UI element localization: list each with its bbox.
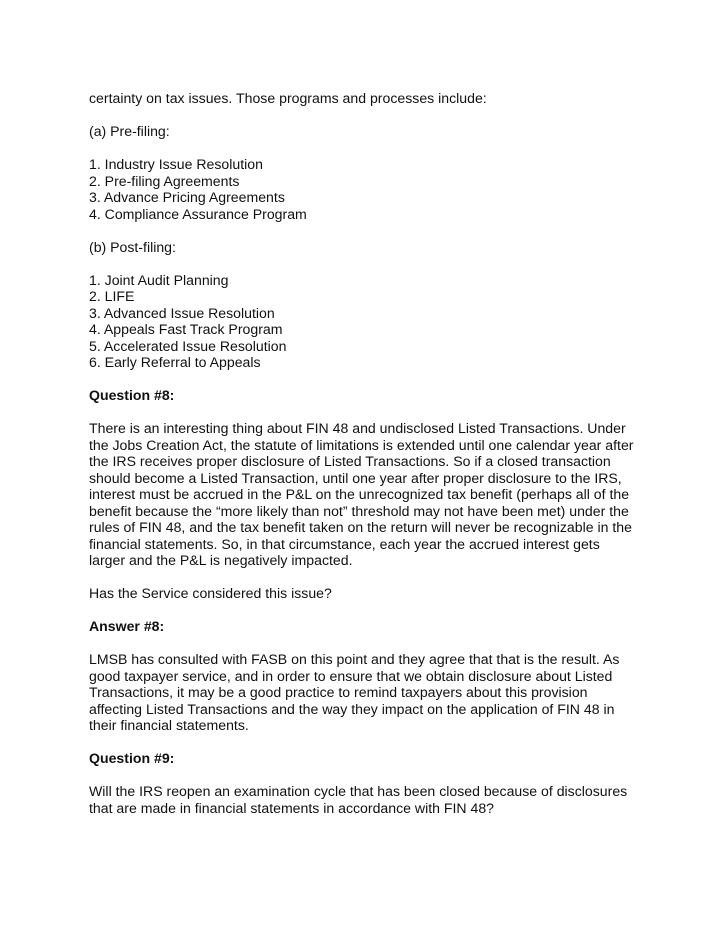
postfiling-heading: (b) Post-filing:: [89, 238, 176, 255]
document-page: [89, 90, 634, 833]
list-item: 3. Advanced Issue Resolution: [89, 304, 275, 321]
answer-8-heading: Answer #8:: [89, 618, 165, 634]
list-item: 4. Appeals Fast Track Program: [89, 321, 283, 337]
list-item: 5. Accelerated Issue Resolution: [89, 337, 287, 354]
list-item: 1. Joint Audit Planning: [89, 271, 229, 288]
list-item: 3. Advance Pricing Agreements: [89, 189, 285, 205]
question-9-heading: Question #9:: [89, 750, 175, 766]
question-9-text: Will the IRS reopen an examination cycle that has been closed because of disclosures that are made in financial statements in accordance with FIN 48?: [89, 783, 628, 816]
question-8-heading: Question #8:: [89, 387, 175, 403]
list-item: 2. Pre-filing Agreements: [89, 172, 240, 189]
postfiling-list: [89, 272, 634, 371]
list-item: 6. Early Referral to Appeals: [89, 354, 261, 370]
list-item: 1. Industry Issue Resolution: [89, 156, 263, 172]
answer-8-text: LMSB has consulted with FASB on this point and they agree that that is the result. As good taxpayer service, and in order to ensure that we obtain disclosure about Listed Transactions, it may be a good practice to remind taxpayers about this provision affecting Listed Transactions and the way they impact on the application of FIN 48 in their financial statements.: [89, 651, 620, 733]
list-item: 4. Compliance Assurance Program: [89, 205, 307, 222]
question-8-text: There is an interesting thing about FIN 48 and undisclosed Listed Transactions. Under the Jobs Creation Act, the statute of limitations is extended until one calendar year after the IRS receives proper disclosure of Listed Transactions. So if a closed transaction should become a Listed Transaction, until one year after proper disclosure to the IRS, interest must be accrued in the P&L on the unrecognized tax benefit (perhaps all of the benefit because the “more likely than not” threshold may not have been met) under the rules of FIN 48, and the tax benefit taken on the return will never be recognizable in the financial statements. So, in that circumstance, each year the accrued interest gets larger and the P&L is negatively impacted.: [89, 420, 634, 568]
intro-paragraph: certainty on tax issues. Those programs and processes include:: [89, 90, 487, 106]
list-item: 2. LIFE: [89, 288, 135, 304]
prefiling-heading: (a) Pre-filing:: [89, 123, 170, 139]
question-8-question: Has the Service considered this issue?: [89, 585, 332, 601]
prefiling-list: [89, 156, 634, 222]
